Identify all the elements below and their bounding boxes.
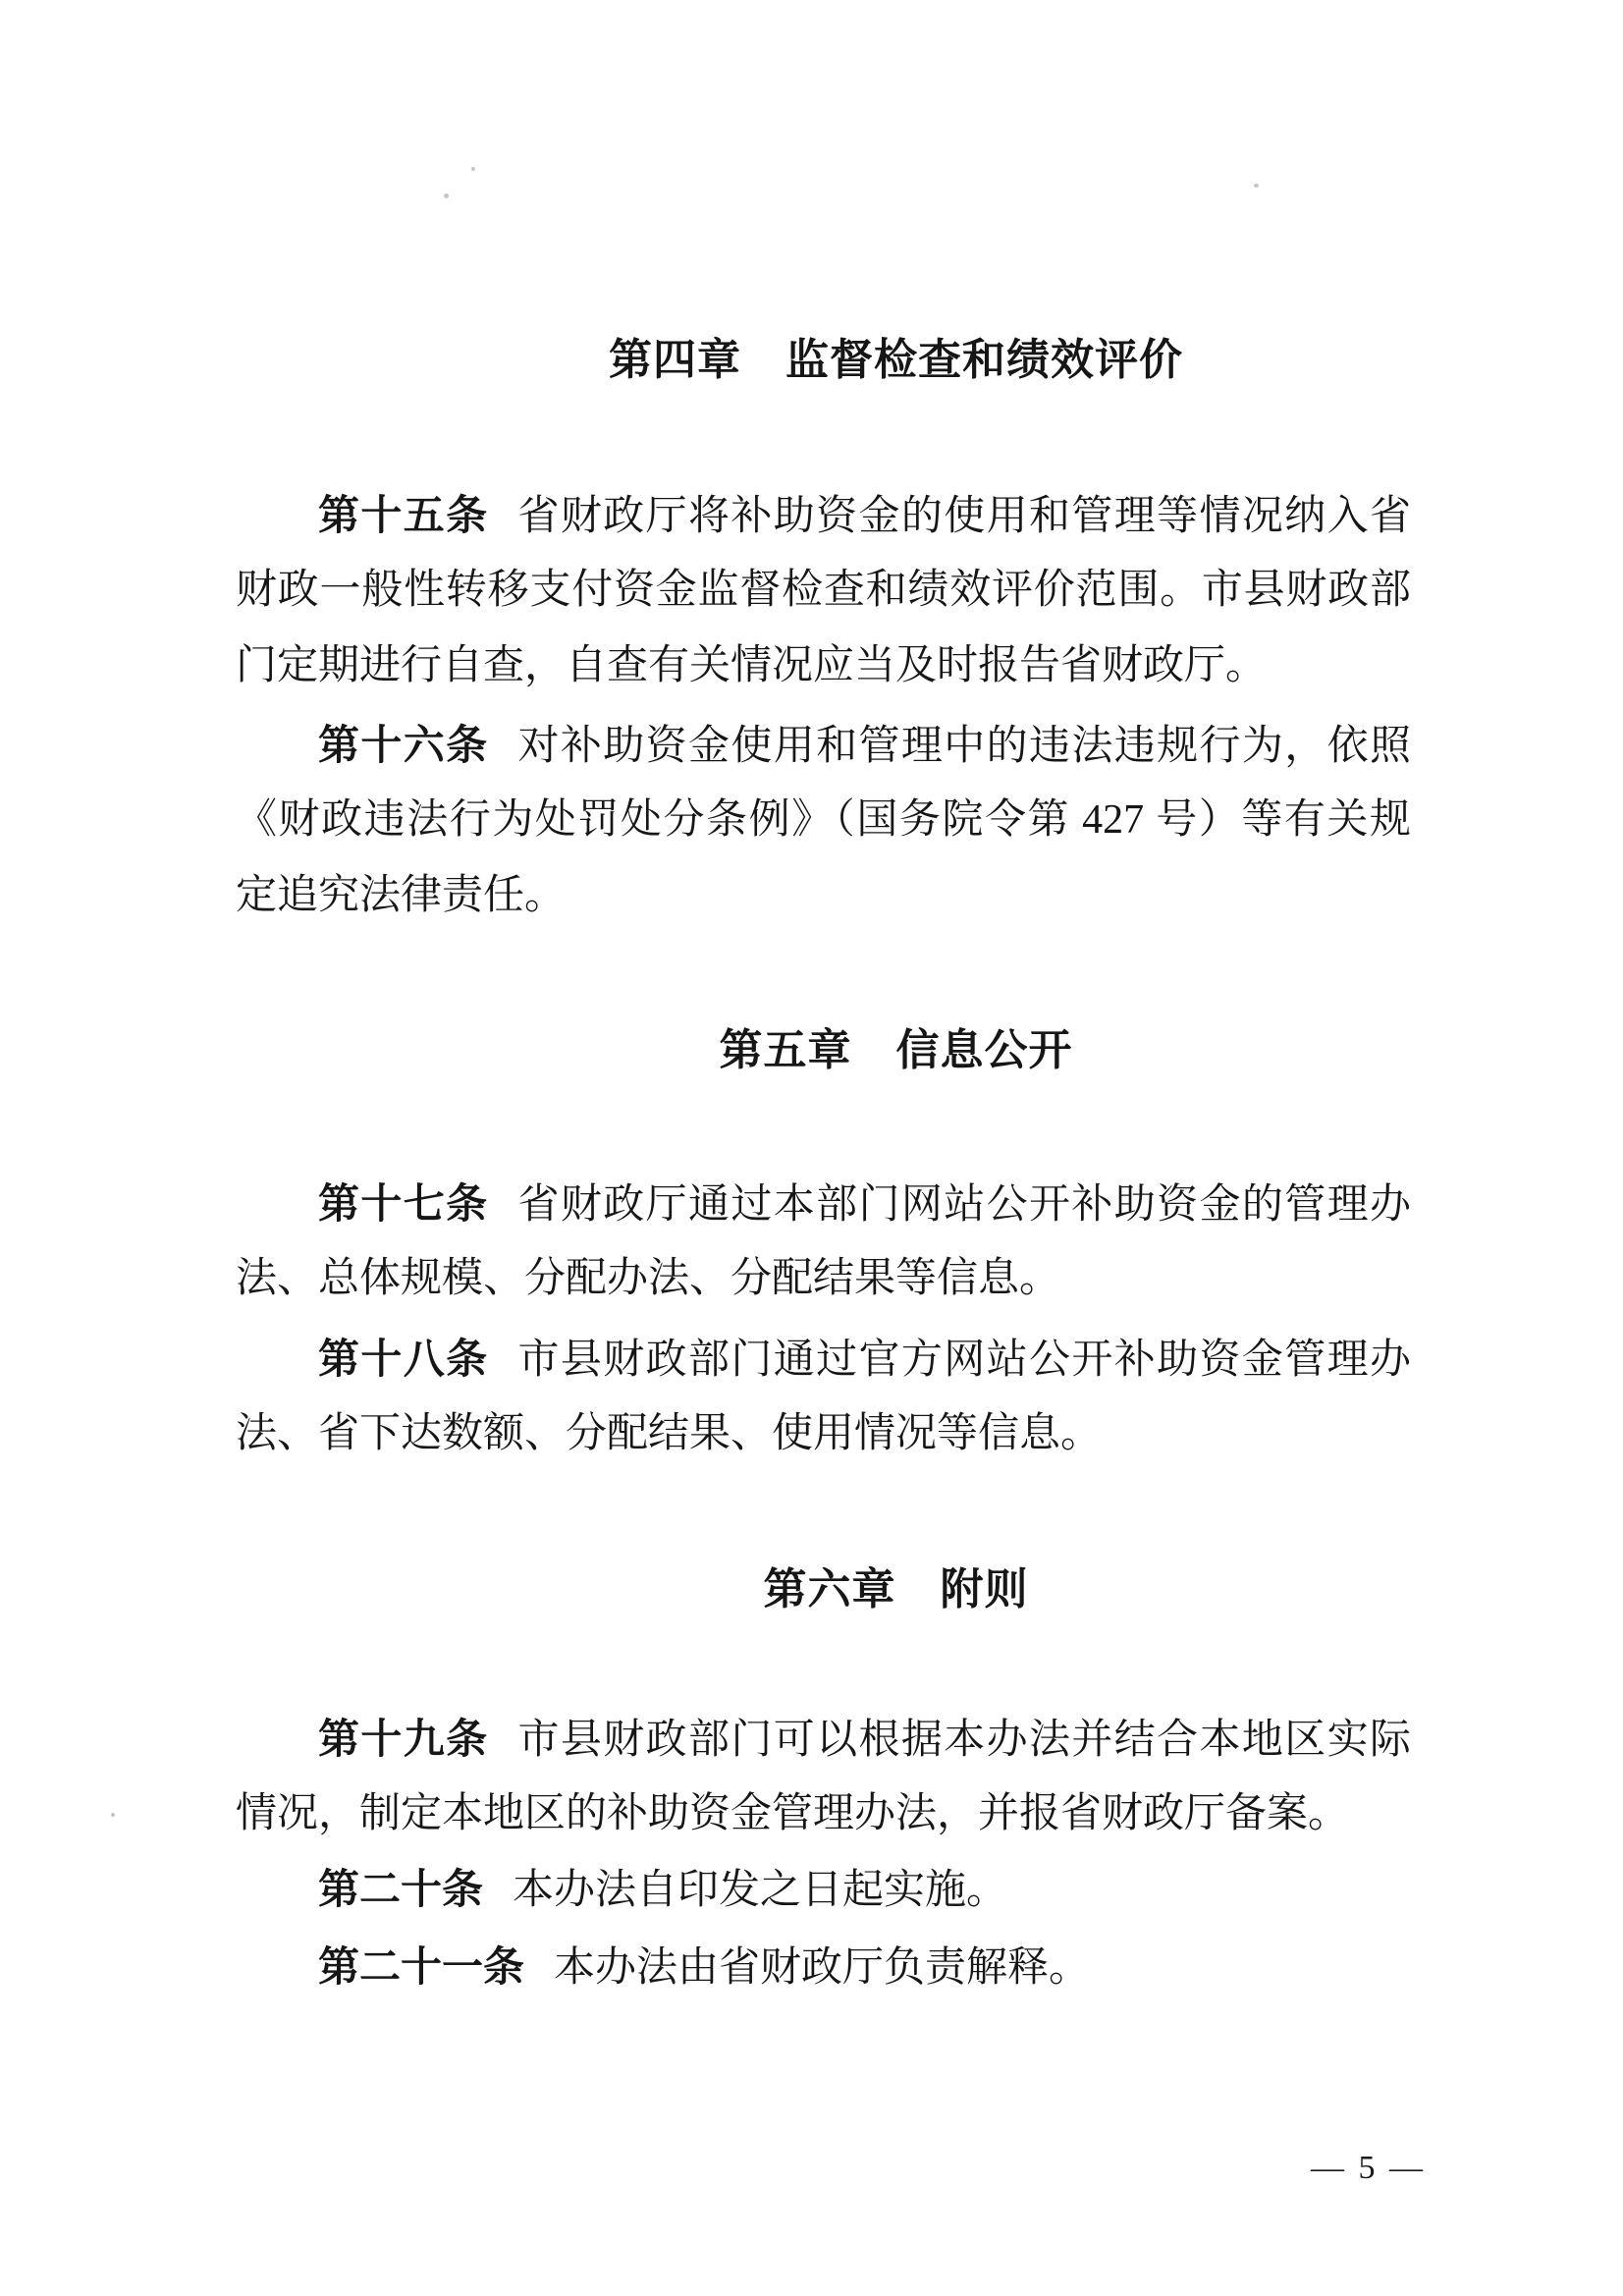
text-line [236,1321,1411,1396]
article-text: 市县财政部门可以根据本办法并结合本地区实际 [517,1718,1411,1763]
article-text: 市县财政部门通过官方网站公开补助资金管理办 [517,1338,1411,1383]
text-line: 情况，制定本地区的补助资金管理办法，并报省财政厅备案。 [236,1791,1350,1836]
text-line [236,1701,1411,1777]
text-line: 财政一般性转移支付资金监督检查和绩效评价范围。市县财政部 [236,568,1411,613]
article-number: 第十九条 [318,1716,489,1762]
chapter-heading: 第四章 监督检查和绩效评价 [609,336,1183,384]
scan-speck [471,167,475,171]
text-line: 定追究法律责任。 [236,873,567,918]
article-text: 省财政厅通过本部门网站公开补助资金的管理办 [517,1182,1411,1228]
text-line: 《财政违法行为处罚处分条例》（国务院令第 427 号）等有关规 [236,797,1411,843]
article-number: 第十八条 [318,1336,489,1382]
scan-speck [1254,184,1259,188]
article-paragraph [236,1929,1411,2004]
text-line [236,1851,1411,1927]
article-paragraph [236,707,1411,934]
article-number: 第十五条 [318,492,489,538]
article-paragraph [236,1701,1411,1852]
article-paragraph [236,1321,1411,1472]
page-number: — 5 — [1311,2150,1426,2186]
article-text: 省财政厅将补助资金的使用和管理等情况纳入省 [517,494,1411,539]
article-paragraph [236,1851,1411,1927]
chapter-heading: 第五章 信息公开 [719,1026,1073,1074]
article-text: 对补助资金使用和管理中的违法违规行为，依照 [517,724,1411,769]
scan-speck [111,1813,115,1817]
text-line: 法、总体规模、分配办法、分配结果等信息。 [236,1256,1061,1301]
article-number: 第十七条 [318,1180,489,1227]
scan-speck [444,193,449,198]
article-number: 第二十一条 [318,1943,525,1990]
article-number: 第二十条 [318,1866,484,1912]
text-line [236,1166,1411,1241]
article-text: 本办法由省财政厅负责解释。 [554,1945,1091,1991]
chapter-heading: 第六章 附则 [763,1565,1029,1613]
text-line [236,477,1411,553]
article-number: 第十六条 [318,722,489,768]
text-line: 法、省下达数额、分配结果、使用情况等信息。 [236,1411,1103,1456]
text-line [236,707,1411,783]
article-paragraph [236,1166,1411,1317]
article-paragraph [236,477,1411,704]
article-text: 本办法自印发之日起实施。 [513,1868,1008,1913]
text-line [236,1929,1411,2004]
text-line: 门定期进行自查，自查有关情况应当及时报告省财政厅。 [236,643,1268,688]
